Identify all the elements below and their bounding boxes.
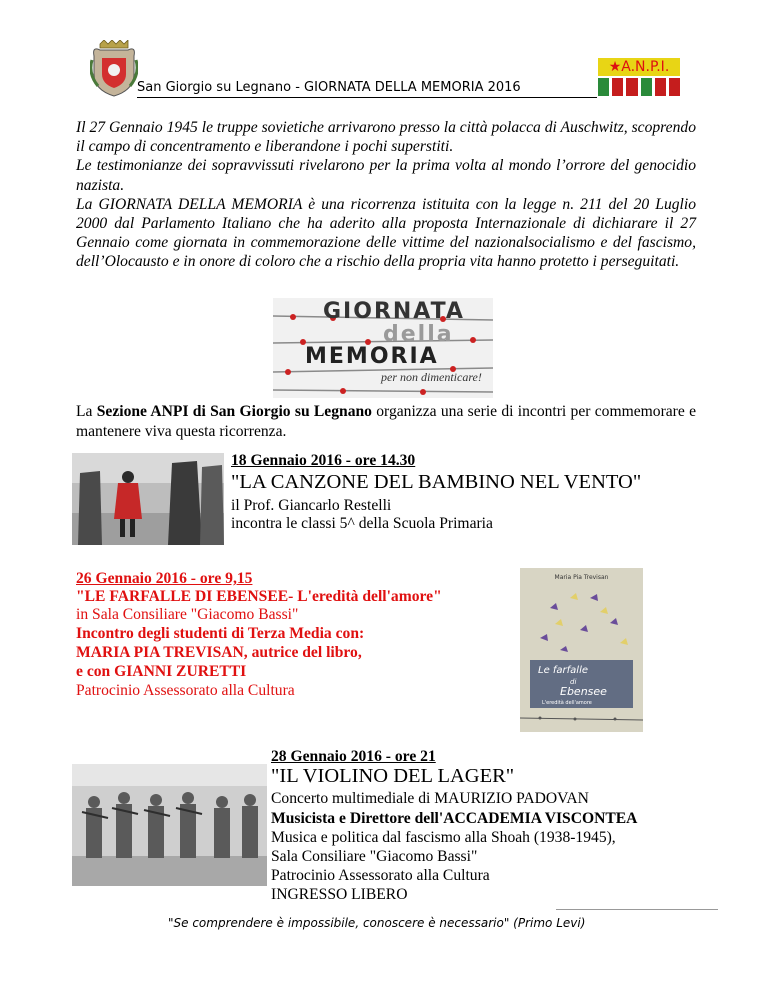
giornata-memoria-banner-image <box>273 298 493 398</box>
banner-line-3: MEMORIA <box>305 344 439 369</box>
event1-audience: incontra le classi 5^ della Scuola Primaria <box>231 515 493 532</box>
page-header-title: San Giorgio su Legnano - GIORNATA DELLA MEMORIA 2016 <box>137 80 521 95</box>
book-title-part-2: di <box>570 678 577 686</box>
banner-line-4: per non dimenticare! <box>381 370 482 384</box>
organizer-suffix: organizza una serie di incontri per commemorare e mantenere viva questa ricorrenza. <box>76 403 696 440</box>
anpi-flag-stripes <box>598 78 680 96</box>
event3-line-2: Musicista e Direttore dell'ACCADEMIA VISCONTEA <box>271 810 638 827</box>
event3-line-6: INGRESSO LIBERO <box>271 886 408 903</box>
book-cover-image <box>520 568 643 732</box>
event1-title: "LA CANZONE DEL BAMBINO NEL VENTO" <box>231 471 642 493</box>
town-crest-logo <box>90 40 138 98</box>
event3-line-5: Patrocinio Assessorato alla Cultura <box>271 867 490 884</box>
banner-line-1: GIORNATA <box>323 299 465 324</box>
event3-photo <box>72 764 267 886</box>
event3-line-3: Musica e politica dal fascismo alla Shoah (1938-1945), <box>271 829 616 846</box>
event1-photo <box>72 453 224 545</box>
footer-divider <box>556 909 718 910</box>
event1-speaker: il Prof. Giancarlo Restelli <box>231 497 392 514</box>
book-title-part-1: Le farfalle <box>538 665 589 676</box>
event2-line-3: e con GIANNI ZURETTI <box>76 663 247 680</box>
event3-title: "IL VIOLINO DEL LAGER" <box>271 765 515 787</box>
event2-line-2: MARIA PIA TREVISAN, autrice del libro, <box>76 644 362 661</box>
book-author: Maria Pia Trevisan <box>554 574 609 581</box>
intro-paragraph-2: Le testimonianze dei sopravvissuti rivelarono per la prima volta al mondo l’orrore del genocidio nazista. <box>76 157 696 194</box>
event2-line-1: Incontro degli studenti di Terza Media con: <box>76 625 365 642</box>
header-underline <box>137 97 597 98</box>
event2-venue: in Sala Consiliare "Giacomo Bassi" <box>76 606 299 623</box>
event2-line-4: Patrocinio Assessorato alla Cultura <box>76 682 295 699</box>
event2-date: 26 Gennaio 2016 - ore 9,15 <box>76 570 253 587</box>
event3-date: 28 Gennaio 2016 - ore 21 <box>271 748 436 765</box>
anpi-logo-text: ★A.N.P.I. <box>598 58 680 76</box>
book-title-part-3: Ebensee <box>560 685 607 698</box>
anpi-logo <box>598 58 680 96</box>
footer-quote: "Se comprendere è impossibile, conoscere è necessario" (Primo Levi) <box>168 916 586 930</box>
intro-paragraph-3: La GIORNATA DELLA MEMORIA è una ricorrenza istituita con la legge n. 211 del 20 Luglio 2000 dal Parlamento Italiano che ha aderito alla proposta Internazionale di dichiarare il 27 Gennaio come giornata in commemorazione delle vittime del nazionalsocialismo e del fascismo, dell’Olocausto e in onore di coloro che a rischio della propria vita hanno protetto i perseguitati. <box>76 195 696 271</box>
organizer-text <box>76 402 696 441</box>
organizer-name: Sezione ANPI di San Giorgio su Legnano <box>96 403 372 420</box>
event1-date: 18 Gennaio 2016 - ore 14.30 <box>231 452 416 469</box>
event3-line-1: Concerto multimediale di MAURIZIO PADOVAN <box>271 790 589 807</box>
intro-paragraph-1: Il 27 Gennaio 1945 le truppe sovietiche arrivarono presso la città polacca di Auschwitz, scoprendo il campo di concentramento e liberandone i pochi superstiti. <box>76 119 696 156</box>
intro-text <box>76 118 696 272</box>
event2-title: "LE FARFALLE DI EBENSEE- L'eredità dell'amore" <box>76 588 442 605</box>
organizer-prefix: La <box>76 403 97 420</box>
book-subtitle: L'eredità dell'amore <box>542 700 592 706</box>
event3-line-4: Sala Consiliare "Giacomo Bassi" <box>271 848 478 865</box>
banner-line-2: della <box>383 322 454 347</box>
